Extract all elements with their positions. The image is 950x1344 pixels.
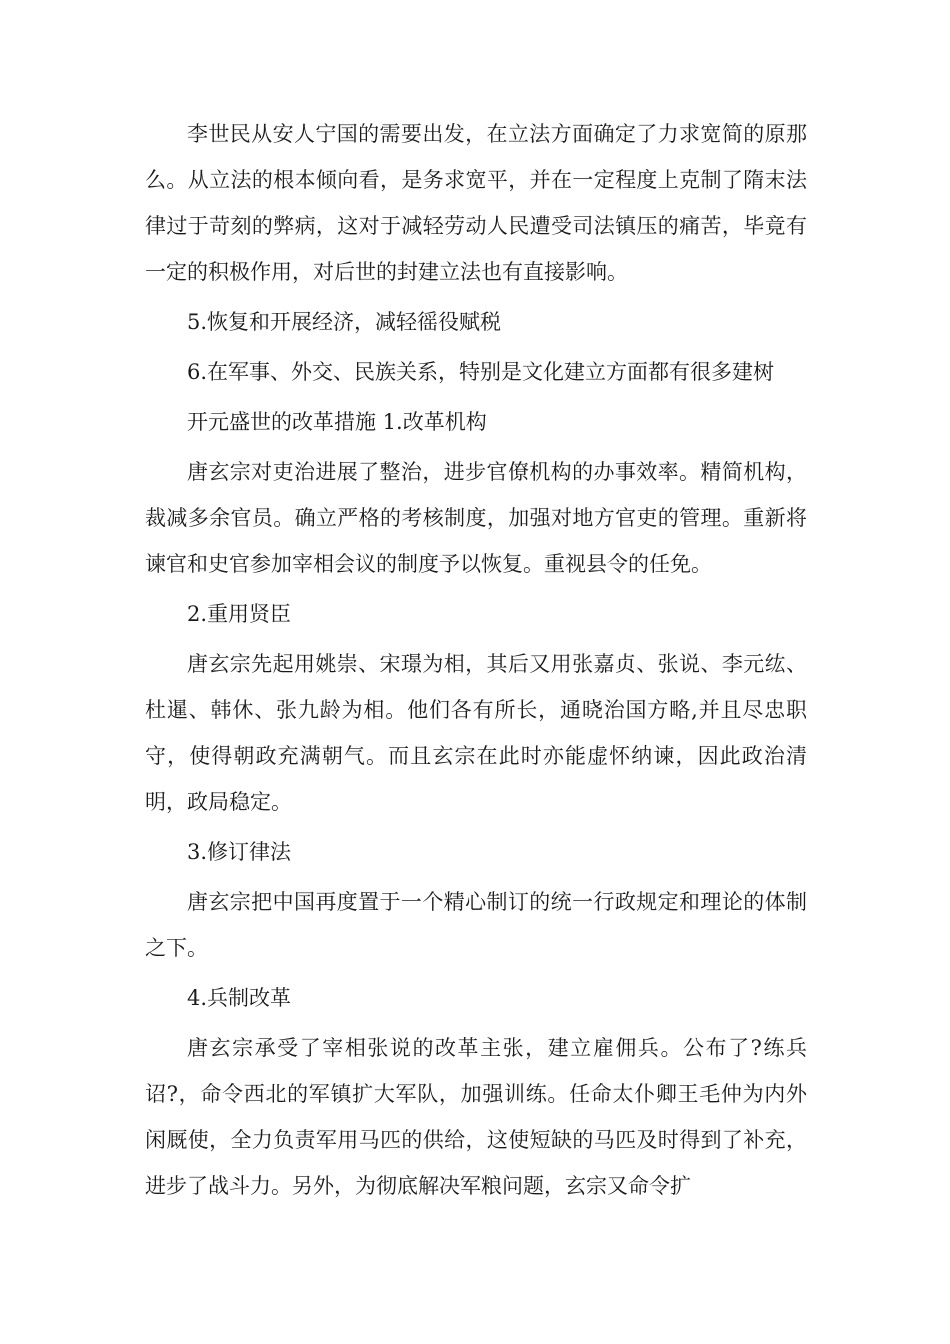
- heading-law: 3.修订律法: [187, 840, 292, 864]
- document-body: [145, 111, 807, 1213]
- heading-military-reform: 4.兵制改革: [187, 986, 292, 1010]
- paragraph-law: 唐玄宗把中国再度置于一个精心制订的统一行政规定和理论的体制之下。: [145, 890, 807, 960]
- heading-economy: 5.恢复和开展经济，减轻徭役赋税: [187, 310, 502, 334]
- paragraph-military-culture: 6.在军事、外交、民族关系，特别是文化建立方面都有很多建树: [187, 360, 775, 384]
- paragraph-legislation: 李世民从安人宁国的需要出发，在立法方面确定了力求宽简的原那么。从立法的根本倾向看，是务求宽平，并在一定程度上克制了隋末法律过于苛刻的弊病，这对于减轻劳动人民遭受司法镇压的痛苦，毕竟有一定的积极作用，对后世的封建立法也有直接影响。: [145, 122, 807, 284]
- paragraph-administration: 唐玄宗对吏治进展了整治，进步官僚机构的办事效率。精简机构，裁减多余官员。确立严格的考核制度，加强对地方官吏的管理。重新将谏官和史官参加宰相会议的制度予以恢复。重视县令的任免。: [145, 460, 807, 576]
- heading-kaiyuan-reform: 开元盛世的改革措施 1.改革机构: [187, 410, 487, 434]
- paragraph-military-reform: 唐玄宗承受了宰相张说的改革主张，建立雇佣兵。公布了?练兵诏?，命令西北的军镇扩大军队，加强训练。任命太仆卿王毛仲为内外闲厩使，全力负责军用马匹的供给，这使短缺的马匹及时得到了补充，进步了战斗力。另外，为彻底解决军粮问题，玄宗又命令扩: [145, 1036, 807, 1198]
- paragraph-ministers: 唐玄宗先起用姚崇、宋璟为相，其后又用张嘉贞、张说、李元纮、杜暹、韩休、张九龄为相。他们各有所长，通晓治国方略,并且尽忠职守，使得朝政充满朝气。而且玄宗在此时亦能虚怀纳谏，因此政治清明，政局稳定。: [145, 652, 807, 814]
- heading-ministers: 2.重用贤臣: [187, 602, 292, 626]
